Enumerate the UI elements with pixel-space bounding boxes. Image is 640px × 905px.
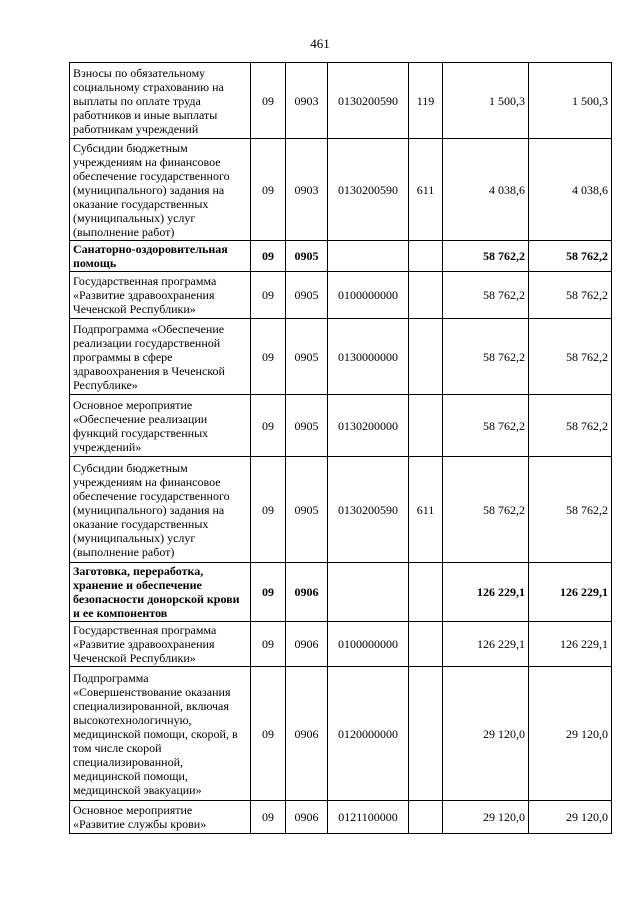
row-amount-1: 126 229,1	[443, 563, 529, 622]
table-row	[70, 272, 612, 319]
row-expense-type	[409, 667, 443, 801]
row-amount-2: 1 500,3	[529, 63, 612, 139]
row-expense-type	[409, 622, 443, 667]
row-target-article: 0130200590	[328, 457, 409, 563]
table-row	[70, 667, 612, 801]
row-expense-type	[409, 395, 443, 457]
row-subsection-code: 0906	[286, 563, 328, 622]
row-name: Подпрограмма «Обеспечение реализации государственной программы в сфере здравоохранения в Чеченской Республике»	[70, 319, 251, 395]
row-amount-2: 4 038,6	[529, 139, 612, 241]
row-expense-type: 611	[409, 457, 443, 563]
row-target-article: 0130200000	[328, 395, 409, 457]
row-section-code: 09	[251, 622, 286, 667]
row-section-code: 09	[251, 667, 286, 801]
row-target-article: 0130200590	[328, 139, 409, 241]
row-subsection-code: 0906	[286, 667, 328, 801]
row-name: Субсидии бюджетным учреждениям на финансовое обеспечение государственного (муниципального) задания на оказание государственных (муниципальных) услуг (выполнение работ)	[70, 139, 251, 241]
row-target-article: 0120000000	[328, 667, 409, 801]
row-amount-1: 126 229,1	[443, 622, 529, 667]
row-expense-type: 119	[409, 63, 443, 139]
row-section-code: 09	[251, 395, 286, 457]
row-amount-1: 58 762,2	[443, 395, 529, 457]
row-name: Взносы по обязательному социальному страхованию на выплаты по оплате труда работников и иные выплаты работникам учреждений	[70, 63, 251, 139]
row-subsection-code: 0905	[286, 272, 328, 319]
row-amount-1: 29 120,0	[443, 667, 529, 801]
row-subsection-code: 0903	[286, 139, 328, 241]
row-amount-2: 126 229,1	[529, 622, 612, 667]
row-name: Основное мероприятие «Обеспечение реализации функций государственных учреждений»	[70, 395, 251, 457]
row-subsection-code: 0903	[286, 63, 328, 139]
row-expense-type: 611	[409, 139, 443, 241]
table-row	[70, 457, 612, 563]
table-row	[70, 63, 612, 139]
row-subsection-code: 0906	[286, 622, 328, 667]
row-amount-1: 58 762,2	[443, 241, 529, 272]
page-number: 461	[310, 36, 330, 51]
row-subsection-code: 0905	[286, 319, 328, 395]
row-amount-1: 58 762,2	[443, 272, 529, 319]
row-expense-type	[409, 319, 443, 395]
row-target-article: 0100000000	[328, 272, 409, 319]
row-amount-2: 58 762,2	[529, 272, 612, 319]
row-name: Подпрограмма «Совершенствование оказания специализированной, включая высокотехнологичную, медицинской помощи, скорой, в том числе скорой специализированной, медицинской помощи, медицинской эвакуации»	[70, 667, 251, 801]
row-amount-2: 58 762,2	[529, 457, 612, 563]
table-row	[70, 563, 612, 622]
row-amount-2: 126 229,1	[529, 563, 612, 622]
row-expense-type	[409, 801, 443, 834]
row-section-code: 09	[251, 801, 286, 834]
table-body	[70, 63, 612, 834]
row-name: Санаторно-оздоровительная помощь	[70, 241, 251, 272]
row-expense-type	[409, 241, 443, 272]
row-name: Основное мероприятие «Развитие службы крови»	[70, 801, 251, 834]
row-subsection-code: 0905	[286, 395, 328, 457]
row-amount-1: 1 500,3	[443, 63, 529, 139]
budget-table	[69, 62, 612, 834]
table-row	[70, 622, 612, 667]
row-section-code: 09	[251, 272, 286, 319]
row-subsection-code: 0906	[286, 801, 328, 834]
row-expense-type	[409, 563, 443, 622]
row-subsection-code: 0905	[286, 457, 328, 563]
row-amount-1: 29 120,0	[443, 801, 529, 834]
row-section-code: 09	[251, 319, 286, 395]
row-section-code: 09	[251, 457, 286, 563]
row-amount-1: 58 762,2	[443, 457, 529, 563]
row-section-code: 09	[251, 563, 286, 622]
table-row	[70, 241, 612, 272]
row-name: Государственная программа «Развитие здравоохранения Чеченской Республики»	[70, 622, 251, 667]
row-target-article: 0130000000	[328, 319, 409, 395]
row-target-article: 0130200590	[328, 63, 409, 139]
row-expense-type	[409, 272, 443, 319]
row-name: Заготовка, переработка, хранение и обеспечение безопасности донорской крови и ее компонентов	[70, 563, 251, 622]
row-section-code: 09	[251, 241, 286, 272]
table-row	[70, 395, 612, 457]
row-target-article	[328, 241, 409, 272]
row-subsection-code: 0905	[286, 241, 328, 272]
table-row	[70, 801, 612, 834]
row-amount-2: 29 120,0	[529, 801, 612, 834]
table-row	[70, 319, 612, 395]
row-amount-1: 4 038,6	[443, 139, 529, 241]
row-target-article: 0121100000	[328, 801, 409, 834]
row-name: Государственная программа «Развитие здравоохранения Чеченской Республики»	[70, 272, 251, 319]
table-row	[70, 139, 612, 241]
row-amount-2: 29 120,0	[529, 667, 612, 801]
row-target-article: 0100000000	[328, 622, 409, 667]
row-section-code: 09	[251, 139, 286, 241]
row-amount-2: 58 762,2	[529, 319, 612, 395]
row-amount-1: 58 762,2	[443, 319, 529, 395]
row-amount-2: 58 762,2	[529, 395, 612, 457]
row-name: Субсидии бюджетным учреждениям на финансовое обеспечение государственного (муниципального) задания на оказание государственных (муниципальных) услуг (выполнение работ)	[70, 457, 251, 563]
row-amount-2: 58 762,2	[529, 241, 612, 272]
row-section-code: 09	[251, 63, 286, 139]
row-target-article	[328, 563, 409, 622]
